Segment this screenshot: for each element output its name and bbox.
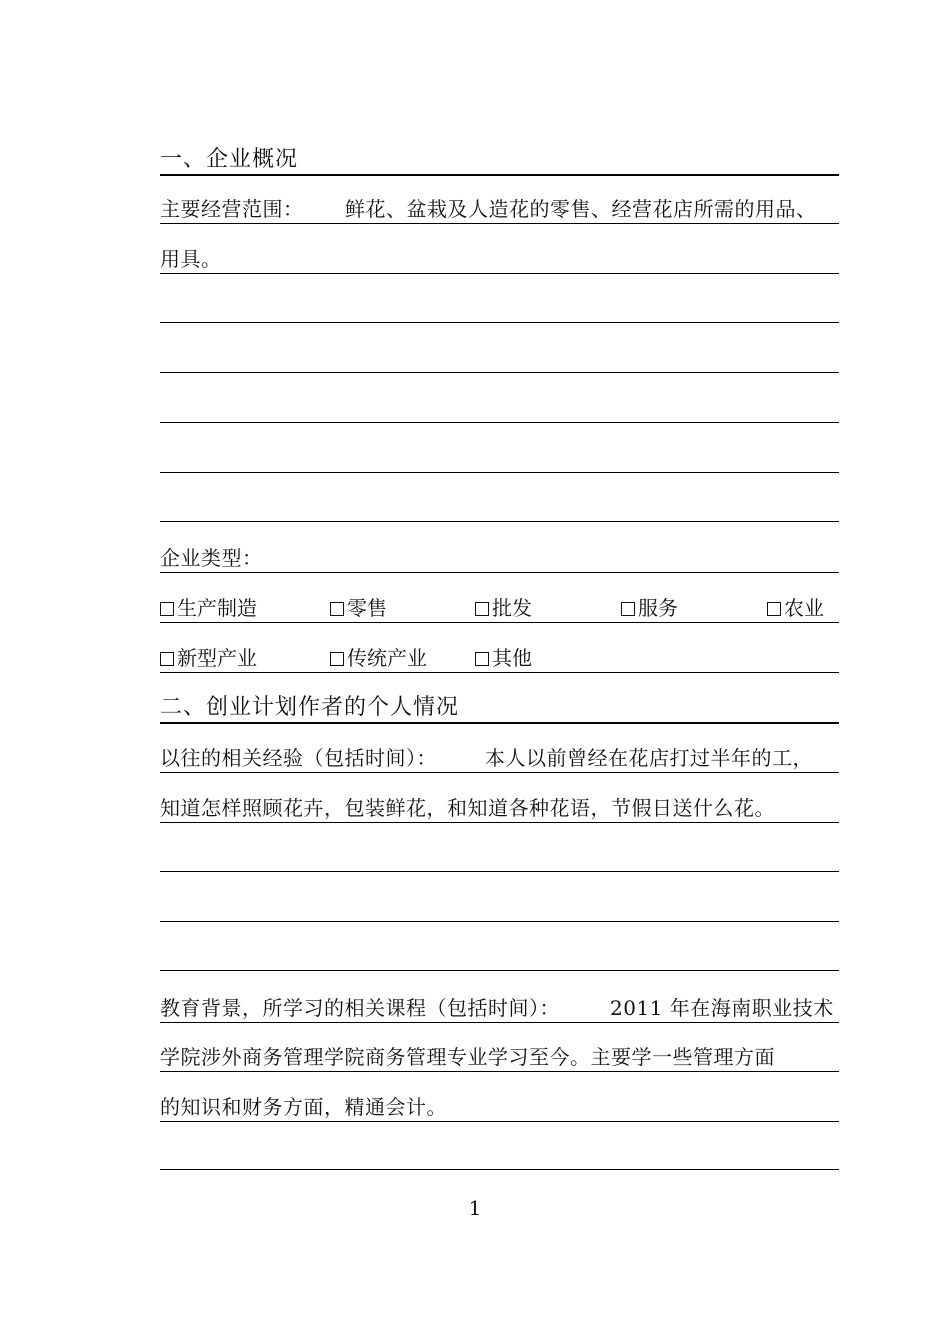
business-scope-line1 [160,184,839,224]
education-line1 [160,983,839,1023]
checkbox-label: 新型产业 [177,646,257,670]
blank-line [160,283,839,323]
checkbox-option[interactable] [160,646,257,670]
business-scope-label: 主要经营范围： [160,197,304,221]
section1-heading-line [160,136,839,176]
checkbox-option[interactable] [621,596,678,620]
experience-label: 以往的相关经验（包括时间）： [160,746,437,770]
education-label: 教育背景，所学习的相关课程（包括时间）： [160,996,560,1020]
enterprise-type-label: 企业类型： [160,546,263,570]
experience-text-2: 知道怎样照顾花卉，包装鲜花，和知道各种花语，节假日送什么花。 [160,796,775,820]
checkbox-icon[interactable] [330,652,344,666]
blank-line [160,832,839,872]
checkbox-option[interactable] [767,596,824,620]
checkbox-icon[interactable] [767,602,781,616]
education-line2 [160,1032,839,1072]
checkbox-option[interactable] [330,596,387,620]
experience-text-1: 本人以前曾经在花店打过半年的工， [485,746,813,770]
education-line3 [160,1082,839,1122]
business-scope-text-2: 用具。 [160,247,222,271]
blank-line [160,433,839,473]
checkbox-icon[interactable] [160,602,174,616]
blank-line [160,882,839,922]
experience-line2 [160,783,839,823]
blank-line [160,383,839,423]
enterprise-type-line [160,533,839,573]
checkbox-label: 批发 [492,596,532,620]
business-scope-text-1: 鲜花、盆栽及人造花的零售、经营花店所需的用品、 [345,197,817,221]
checkbox-icon[interactable] [330,602,344,616]
education-text-3: 的知识和财务方面，精通会计。 [160,1095,447,1119]
checkbox-icon[interactable] [475,602,489,616]
checkbox-label: 零售 [347,596,387,620]
experience-line1 [160,733,839,773]
business-scope-line2 [160,234,839,274]
section2-heading-line [160,684,839,724]
checkbox-row-1 [160,583,839,623]
blank-line [160,1130,839,1170]
checkbox-label: 生产制造 [177,596,257,620]
checkbox-icon[interactable] [160,652,174,666]
blank-line [160,333,839,373]
checkbox-icon[interactable] [621,602,635,616]
section1-heading: 一、企业概况 [160,147,299,172]
blank-line [160,931,839,971]
education-text-1: 2011 年在海南职业技术 [610,996,834,1020]
section2-heading: 二、创业计划作者的个人情况 [160,695,460,720]
checkbox-label: 其他 [492,646,532,670]
checkbox-option[interactable] [160,596,257,620]
blank-line [160,482,839,522]
checkbox-option[interactable] [475,596,532,620]
checkbox-row-2 [160,633,839,673]
checkbox-icon[interactable] [475,652,489,666]
checkbox-label: 服务 [638,596,678,620]
checkbox-label: 农业 [784,596,824,620]
checkbox-label: 传统产业 [347,646,427,670]
education-text-2: 学院涉外商务管理学院商务管理专业学习至今。主要学一些管理方面 [160,1045,775,1069]
page-number: 1 [468,1196,482,1220]
checkbox-option[interactable] [330,646,427,670]
checkbox-option[interactable] [475,646,532,670]
